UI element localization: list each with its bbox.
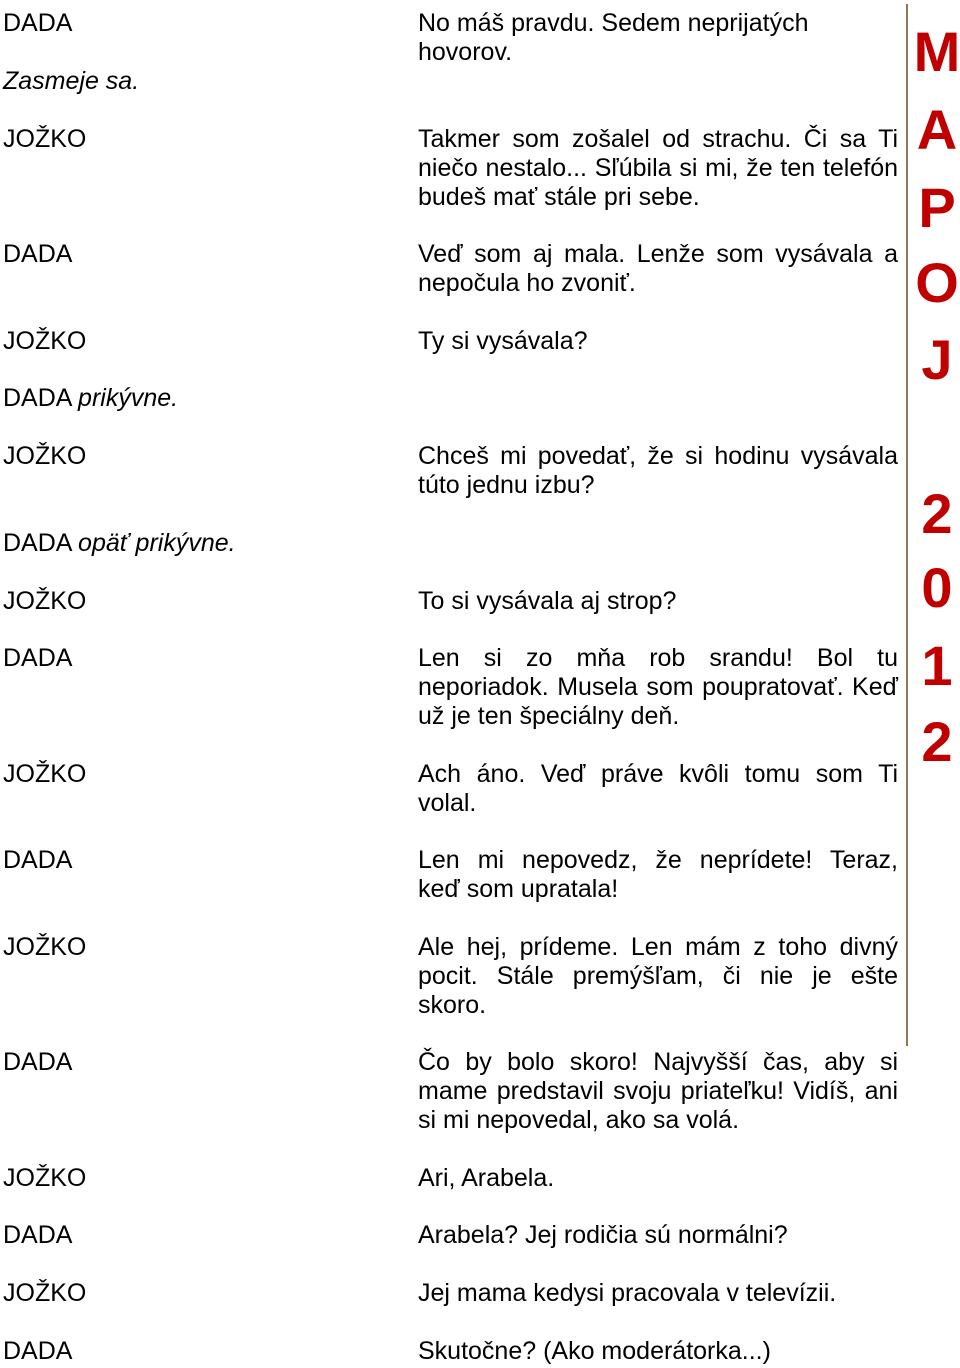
margin-rule (906, 4, 908, 1046)
dialogue-line: Ty si vysávala? (418, 327, 588, 355)
dialogue-line: nepočula ho zvoniť. (418, 269, 636, 297)
dialogue-line: Ale hej, prídeme. Len mám z toho divný (418, 933, 898, 961)
stage-direction-speaker: DADA (3, 384, 72, 412)
dialogue-line: skoro. (418, 991, 487, 1019)
dialogue-line: Len si zo mňa rob srandu! Bol tu (418, 644, 898, 672)
dialogue-line: Ach áno. Veď práve kvôli tomu som Ti (418, 760, 898, 788)
sidebar-letter: 0 (921, 556, 953, 619)
stage-direction (3, 384, 178, 413)
dialogue-line: Čo by bolo skoro! Najvyšší čas, aby si (418, 1048, 898, 1076)
dialogue-line: túto jednu izbu? (418, 471, 595, 499)
dialogue-line: Arabela? Jej rodičia sú normálni? (418, 1221, 788, 1249)
stage-direction-text: opäť prikývne. (78, 529, 236, 557)
stage-direction-text: prikývne. (78, 384, 179, 412)
dialogue-line: Len mi nepovedz, že neprídete! Teraz, (418, 846, 898, 874)
sidebar-letter: M (913, 20, 960, 83)
speaker-name: JOŽKO (3, 1279, 87, 1307)
speaker-name: JOŽKO (3, 327, 87, 355)
dialogue-line: keď som upratala! (418, 875, 619, 903)
dialogue-line: si mi nepovedal, ako sa volá. (418, 1106, 740, 1134)
dialogue-line: Jej mama kedysi pracovala v televízii. (418, 1279, 837, 1307)
speaker-name: JOŽKO (3, 1164, 87, 1192)
dialogue-line: neporiadok. Musela som poupratovať. Keď (418, 673, 898, 701)
speaker-name: JOŽKO (3, 760, 87, 788)
stage-direction-text: Zasmeje sa. (3, 67, 140, 95)
dialogue-line: No máš pravdu. Sedem neprijatých (418, 9, 809, 37)
speaker-name: DADA (3, 1337, 73, 1365)
speaker-name: DADA (3, 644, 73, 672)
speaker-name: JOŽKO (3, 587, 87, 615)
dialogue-line: budeš mať stále pri sebe. (418, 183, 700, 211)
dialogue-line: volal. (418, 789, 477, 817)
sidebar-letter: J (921, 328, 953, 391)
speaker-name: DADA (3, 9, 73, 37)
speaker-name: JOŽKO (3, 442, 87, 470)
sidebar-letter: P (918, 176, 956, 239)
speaker-name: DADA (3, 1221, 73, 1249)
dialogue-line: pocit. Stále premýšľam, či nie je ešte (418, 962, 898, 990)
speaker-name: DADA (3, 1048, 73, 1076)
dialogue-line: Ari, Arabela. (418, 1164, 555, 1192)
dialogue-line: To si vysávala aj strop? (418, 587, 677, 615)
sidebar-letter: O (915, 251, 959, 314)
stage-direction (3, 529, 236, 558)
dialogue-line: Takmer som zošalel od strachu. Či sa Ti (418, 125, 898, 153)
stage-direction (3, 67, 139, 96)
speaker-name: JOŽKO (3, 125, 87, 153)
sidebar-letter: A (916, 98, 958, 161)
speaker-name: DADA (3, 846, 73, 874)
dialogue-line: už je ten špeciálny deň. (418, 702, 680, 730)
sidebar-letter: 2 (921, 710, 953, 773)
dialogue-line: hovorov. (418, 38, 513, 66)
dialogue-line: Skutočne? (Ako moderátorka...) (418, 1337, 771, 1365)
dialogue-line: mame predstavil svoju priateľku! Vidíš, ani (418, 1077, 898, 1105)
speaker-name: JOŽKO (3, 933, 87, 961)
dialogue-line: niečo nestalo... Sľúbila si mi, že ten telefón (418, 154, 898, 182)
sidebar-letter: 1 (921, 634, 953, 697)
speaker-name: DADA (3, 240, 73, 268)
stage-direction-speaker: DADA (3, 529, 72, 557)
sidebar-letter: 2 (921, 482, 953, 545)
dialogue-line: Veď som aj mala. Lenže som vysávala a (418, 240, 898, 268)
dialogue-line: Chceš mi povedať, že si hodinu vysávala (418, 442, 898, 470)
